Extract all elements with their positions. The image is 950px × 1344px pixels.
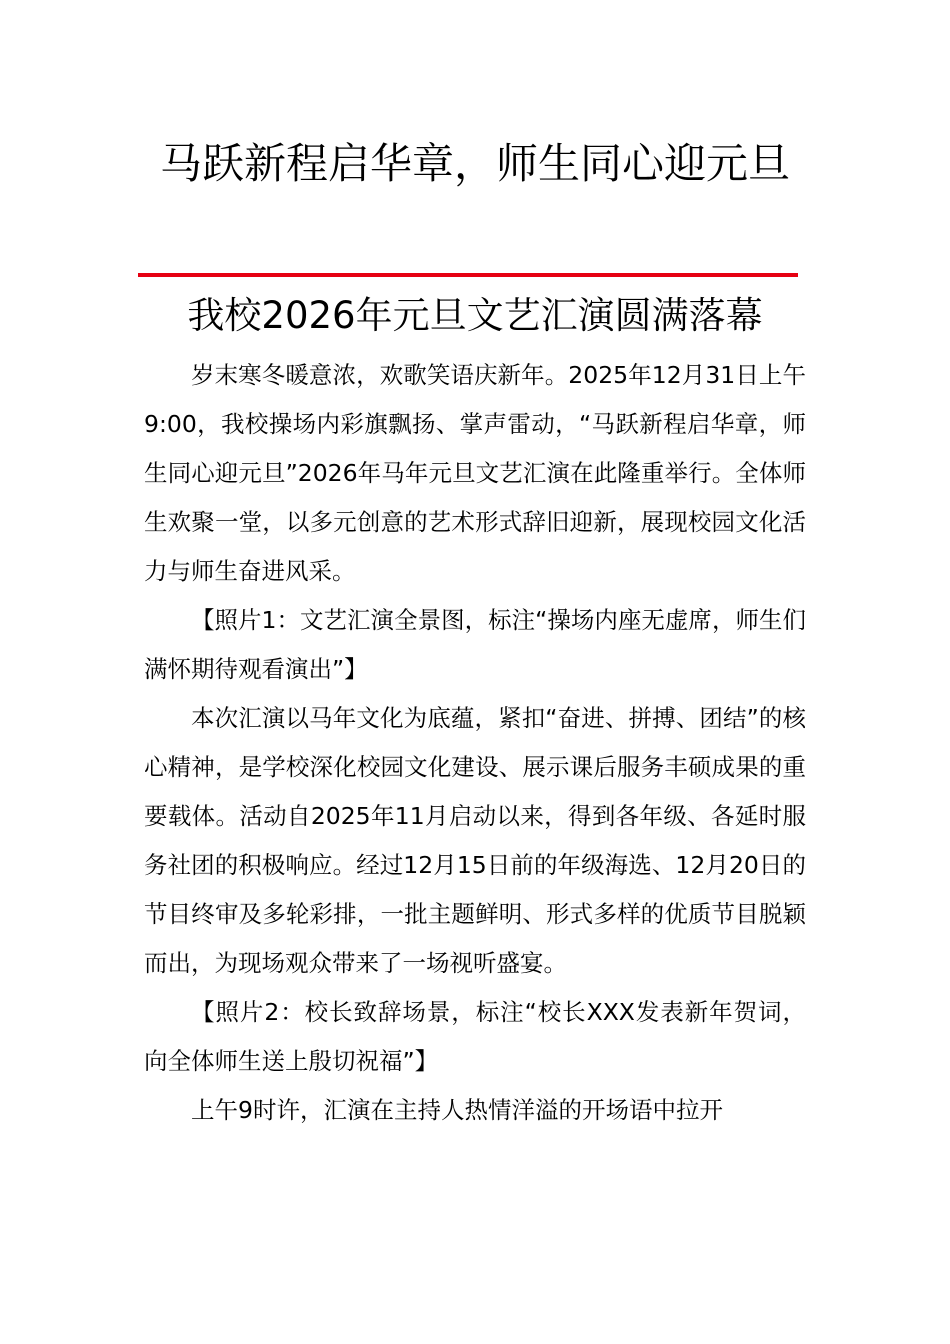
title-divider	[138, 273, 798, 277]
photo-caption: 【照片2：校长致辞场景，标注“校长XXX发表新年贺词，向全体师生送上殷切祝福”】	[144, 998, 806, 1075]
document-body	[144, 351, 806, 1135]
photo-caption: 【照片1：文艺汇演全景图，标注“操场内座无虚席，师生们满怀期待观看演出”】	[144, 606, 806, 683]
paragraph: 本次汇演以马年文化为底蕴，紧扣“奋进、拼搏、团结”的核心精神，是学校深化校园文化建设、展示课后服务丰硕成果的重要载体。活动自2025年11月启动以来，得到各年级、各延时服务社团的积极响应。经过12月15日前的年级海选、12月20日的节目终审及多轮彩排，一批主题鲜明、形式多样的优质节目脱颖而出，为现场观众带来了一场视听盛宴。	[144, 704, 806, 977]
paragraph: 上午9时许，汇演在主持人热情洋溢的开场语中拉开	[191, 1096, 723, 1124]
document-subtitle: 我校2026年元旦文艺汇演圆满落幕	[187, 294, 763, 337]
paragraph: 岁末寒冬暖意浓，欢歌笑语庆新年。2025年12月31日上午9:00，我校操场内彩旗飘扬、掌声雷动，“马跃新程启华章，师生同心迎元旦”2026年马年元旦文艺汇演在此隆重举行。全体师生欢聚一堂，以多元创意的艺术形式辞旧迎新，展现校园文化活力与师生奋进风采。	[144, 361, 806, 585]
document-title: 马跃新程启华章，师生同心迎元旦	[159, 139, 790, 188]
